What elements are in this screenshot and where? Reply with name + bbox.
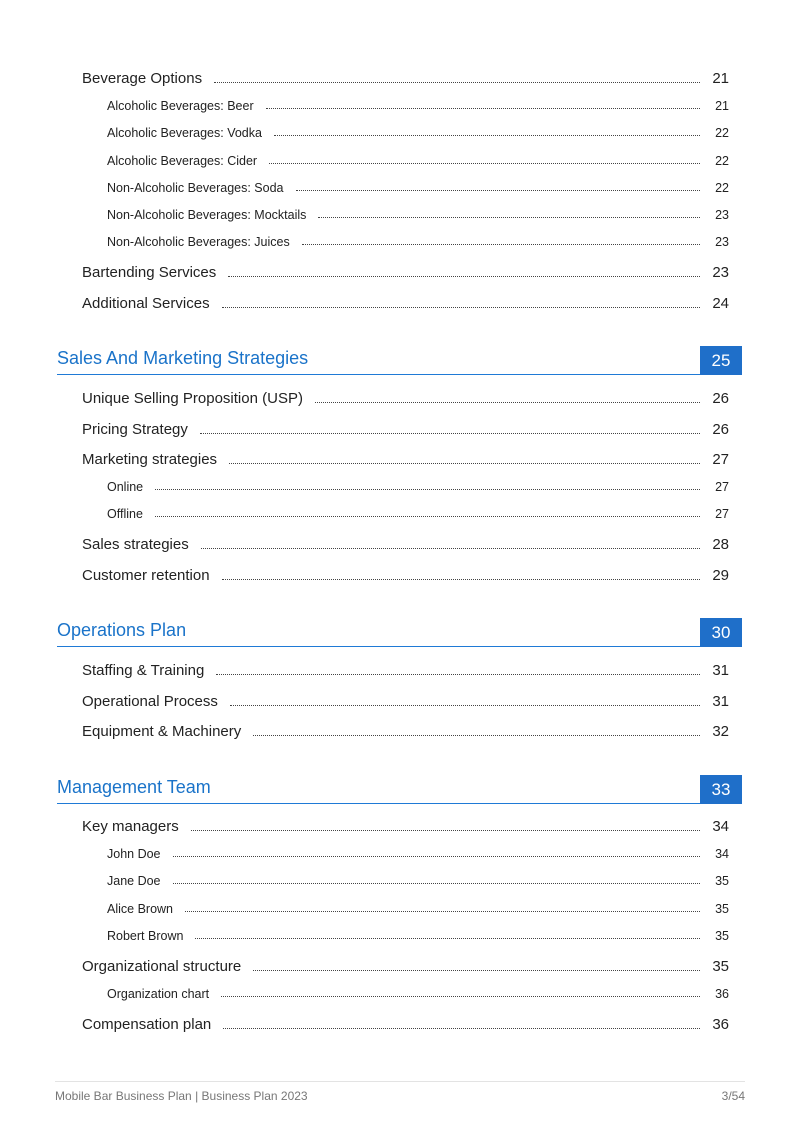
toc-entry-page-number: 36 bbox=[712, 1015, 729, 1033]
dot-leader bbox=[173, 883, 700, 884]
dot-leader bbox=[315, 402, 700, 403]
toc-entry-page-number: 35 bbox=[715, 901, 729, 916]
toc-entry-page-number: 26 bbox=[712, 420, 729, 438]
toc-entry-page-number: 27 bbox=[715, 479, 729, 494]
toc-entry-label: Non-Alcoholic Beverages: Soda bbox=[107, 180, 284, 195]
toc-entry-page-number: 32 bbox=[712, 723, 729, 740]
toc-entry-label: Additional Services bbox=[82, 294, 210, 312]
toc-entry-alcoholic-beverages-vodka[interactable] bbox=[107, 126, 742, 140]
dot-leader bbox=[222, 307, 700, 308]
toc-entry-label: Non-Alcoholic Beverages: Mocktails bbox=[107, 208, 307, 223]
toc-entry-label: Equipment & Machinery bbox=[82, 723, 242, 740]
dot-leader bbox=[201, 548, 700, 549]
toc-entry-label: Customer retention bbox=[82, 566, 210, 584]
toc-entry-john-doe[interactable] bbox=[107, 847, 742, 861]
toc-entry-marketing-strategies[interactable] bbox=[82, 451, 742, 468]
section-heading-sales-and-marketing-strategies[interactable] bbox=[57, 345, 742, 375]
toc-entry-page-number: 35 bbox=[715, 928, 729, 943]
toc-entry-label: Organizational structure bbox=[82, 957, 242, 975]
dot-leader bbox=[214, 82, 700, 83]
toc-entry-alcoholic-beverages-cider[interactable] bbox=[107, 154, 742, 168]
toc-entry-pricing-strategy[interactable] bbox=[82, 421, 742, 438]
section-heading-management-team[interactable] bbox=[57, 774, 742, 804]
dot-leader bbox=[296, 190, 701, 191]
toc-entry-online[interactable] bbox=[107, 480, 742, 494]
toc-entry-label: Sales strategies bbox=[82, 536, 189, 554]
toc-entry-label: Beverage Options bbox=[82, 70, 203, 87]
toc-entry-page-number: 31 bbox=[712, 662, 729, 679]
dot-leader bbox=[318, 217, 700, 218]
toc-entry-page-number: 34 bbox=[715, 846, 729, 861]
dot-leader bbox=[185, 911, 700, 912]
section-page-number: 25 bbox=[700, 346, 742, 375]
toc-entry-offline[interactable] bbox=[107, 507, 742, 521]
toc-entry-key-managers[interactable] bbox=[82, 818, 742, 835]
dot-leader bbox=[216, 674, 700, 675]
toc-entry-equipment-machinery[interactable] bbox=[82, 723, 742, 740]
toc-entry-unique-selling-proposition-usp[interactable] bbox=[82, 390, 742, 407]
toc-entry-organization-chart[interactable] bbox=[107, 987, 742, 1001]
dot-leader bbox=[229, 463, 700, 464]
toc-entry-bartending-services[interactable] bbox=[82, 264, 742, 281]
footer-document-title: Mobile Bar Business Plan | Business Plan 2023 bbox=[55, 1089, 308, 1103]
toc-entry-label: John Doe bbox=[107, 846, 161, 861]
dot-leader bbox=[155, 489, 700, 490]
toc-entry-alcoholic-beverages-beer[interactable] bbox=[107, 99, 742, 113]
dot-leader bbox=[222, 579, 700, 580]
toc-entry-label: Jane Doe bbox=[107, 874, 161, 889]
section-page-number: 30 bbox=[700, 618, 742, 647]
toc-entry-page-number: 24 bbox=[712, 294, 729, 312]
toc-entry-non-alcoholic-beverages-soda[interactable] bbox=[107, 181, 742, 195]
toc-entry-label: Organization chart bbox=[107, 986, 210, 1001]
toc-entry-label: Compensation plan bbox=[82, 1015, 212, 1033]
toc-entry-page-number: 21 bbox=[712, 70, 729, 87]
toc-entry-compensation-plan[interactable] bbox=[82, 1016, 742, 1033]
toc-entry-jane-doe[interactable] bbox=[107, 874, 742, 888]
dot-leader bbox=[173, 856, 700, 857]
toc-entry-page-number: 22 bbox=[715, 153, 729, 168]
dot-leader bbox=[223, 1028, 700, 1029]
toc-entry-label: Key managers bbox=[82, 818, 179, 835]
toc-entry-page-number: 23 bbox=[715, 235, 729, 250]
dot-leader bbox=[191, 830, 700, 831]
section-title: Management Team bbox=[57, 777, 211, 797]
toc-entry-organizational-structure[interactable] bbox=[82, 958, 742, 975]
toc-entry-page-number: 35 bbox=[715, 874, 729, 889]
toc-entry-label: Unique Selling Proposition (USP) bbox=[82, 390, 303, 407]
toc-entry-label: Alcoholic Beverages: Cider bbox=[107, 153, 258, 168]
dot-leader bbox=[266, 108, 700, 109]
dot-leader bbox=[230, 705, 700, 706]
toc-entry-page-number: 22 bbox=[715, 126, 729, 141]
toc-entry-operational-process[interactable] bbox=[82, 693, 742, 710]
dot-leader bbox=[253, 735, 700, 736]
dot-leader bbox=[155, 516, 700, 517]
dot-leader bbox=[269, 163, 700, 164]
section-page-number: 33 bbox=[700, 775, 742, 804]
toc-entry-non-alcoholic-beverages-mocktails[interactable] bbox=[107, 208, 742, 222]
toc-entry-staffing-training[interactable] bbox=[82, 662, 742, 679]
toc-entry-beverage-options[interactable] bbox=[82, 70, 742, 87]
dot-leader bbox=[195, 938, 700, 939]
toc-entry-page-number: 34 bbox=[712, 818, 729, 835]
toc-entry-page-number: 31 bbox=[712, 692, 729, 710]
toc-entry-sales-strategies[interactable] bbox=[82, 536, 742, 553]
dot-leader bbox=[253, 970, 700, 971]
toc-entry-page-number: 35 bbox=[712, 957, 729, 975]
toc-entry-additional-services[interactable] bbox=[82, 295, 742, 312]
toc-entry-page-number: 21 bbox=[715, 98, 729, 113]
section-title: Sales And Marketing Strategies bbox=[57, 348, 309, 368]
toc-entry-label: Alcoholic Beverages: Vodka bbox=[107, 126, 262, 141]
toc-entry-customer-retention[interactable] bbox=[82, 567, 742, 584]
toc-entry-page-number: 29 bbox=[712, 566, 729, 584]
toc-entry-label: Operational Process bbox=[82, 692, 218, 710]
footer-page-number: 3/54 bbox=[721, 1089, 745, 1103]
toc-entry-label: Robert Brown bbox=[107, 928, 184, 943]
dot-leader bbox=[200, 433, 700, 434]
toc-entry-label: Alice Brown bbox=[107, 901, 173, 916]
dot-leader bbox=[221, 996, 700, 997]
page-footer bbox=[55, 1081, 745, 1103]
dot-leader bbox=[228, 276, 700, 277]
section-heading-operations-plan[interactable] bbox=[57, 617, 742, 647]
toc-entry-label: Pricing Strategy bbox=[82, 420, 188, 438]
toc-entry-label: Marketing strategies bbox=[82, 451, 218, 468]
toc-entry-page-number: 28 bbox=[712, 536, 729, 554]
toc-entry-label: Non-Alcoholic Beverages: Juices bbox=[107, 235, 290, 250]
toc-entry-label: Online bbox=[107, 479, 144, 494]
toc-entry-label: Alcoholic Beverages: Beer bbox=[107, 98, 254, 113]
toc-entry-non-alcoholic-beverages-juices[interactable] bbox=[107, 235, 742, 249]
toc-entry-page-number: 23 bbox=[712, 264, 729, 282]
toc-entry-label: Offline bbox=[107, 507, 143, 522]
toc-entry-page-number: 26 bbox=[712, 390, 729, 407]
toc-entry-page-number: 27 bbox=[712, 451, 729, 468]
section-title: Operations Plan bbox=[57, 620, 187, 640]
toc-entry-page-number: 22 bbox=[715, 180, 729, 195]
toc-entry-page-number: 36 bbox=[715, 986, 729, 1001]
toc-entry-page-number: 27 bbox=[715, 507, 729, 522]
dot-leader bbox=[274, 135, 700, 136]
toc-entry-robert-brown[interactable] bbox=[107, 929, 742, 943]
toc-entry-label: Bartending Services bbox=[82, 264, 217, 282]
toc-entry-alice-brown[interactable] bbox=[107, 902, 742, 916]
toc-entry-page-number: 23 bbox=[715, 208, 729, 223]
dot-leader bbox=[302, 244, 700, 245]
toc-entry-label: Staffing & Training bbox=[82, 662, 205, 679]
